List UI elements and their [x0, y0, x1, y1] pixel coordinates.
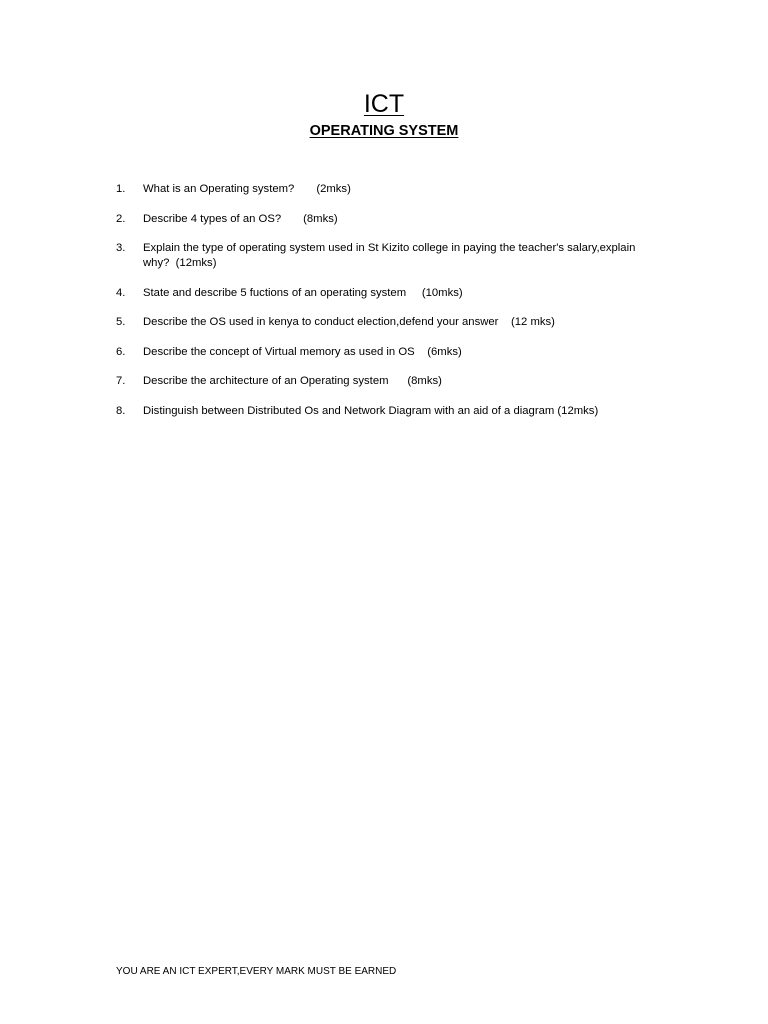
question-marks: (8mks) — [407, 375, 442, 387]
question-text: State and describe 5 fuctions of an operating system — [143, 286, 407, 299]
question-item — [116, 315, 636, 330]
question-text-wrap — [143, 212, 636, 227]
question-text-wrap — [143, 374, 636, 389]
question-number: 7. — [116, 375, 126, 387]
question-number: 6. — [116, 345, 126, 358]
question-text: Distinguish between Distributed Os and Network Diagram with an aid of a diagram — [143, 404, 555, 417]
question-item — [116, 212, 636, 227]
question-text: Describe 4 types of an OS? — [143, 212, 282, 225]
question-marks: (12mks) — [175, 257, 217, 269]
question-number: 1. — [116, 183, 126, 195]
question-number: 8. — [116, 404, 126, 417]
question-marks: (2mks) — [316, 183, 351, 195]
question-marks: (6mks) — [427, 345, 462, 358]
question-text: Describe the architecture of an Operating system — [143, 375, 389, 387]
question-number: 5. — [116, 316, 126, 328]
question-text: Describe the concept of Virtual memory as used in OS — [143, 345, 415, 358]
question-list — [116, 182, 639, 433]
page-title: ICT — [363, 90, 405, 118]
question-text: Describe the OS used in kenya to conduct election,defend your answer — [143, 316, 499, 328]
question-marks: (12mks) — [557, 404, 599, 417]
page-subtitle: OPERATING SYSTEM — [309, 123, 459, 139]
question-item — [116, 182, 636, 197]
question-number: 4. — [116, 286, 126, 299]
question-text-wrap — [143, 182, 636, 197]
question-number: 3. — [116, 242, 126, 254]
question-marks: (12 mks) — [511, 316, 555, 328]
question-number: 2. — [116, 212, 126, 225]
question-text: Explain the type of operating system used in St Kizito college in paying the teacher's salary,explain why? — [143, 242, 639, 269]
question-text-wrap — [143, 286, 636, 301]
question-marks: (10mks) — [421, 286, 463, 299]
question-item — [116, 345, 636, 360]
question-text-wrap — [143, 241, 639, 271]
footer-note: YOU ARE AN ICT EXPERT,EVERY MARK MUST BE EARNED — [116, 966, 397, 977]
question-text-wrap — [143, 345, 636, 360]
question-text-wrap — [143, 404, 636, 419]
question-item — [116, 286, 636, 301]
question-item — [116, 404, 636, 419]
question-marks: (8mks) — [303, 212, 338, 225]
question-item — [116, 374, 636, 389]
question-text-wrap — [143, 315, 636, 330]
question-item — [116, 241, 639, 271]
question-text: What is an Operating system? — [143, 183, 295, 195]
